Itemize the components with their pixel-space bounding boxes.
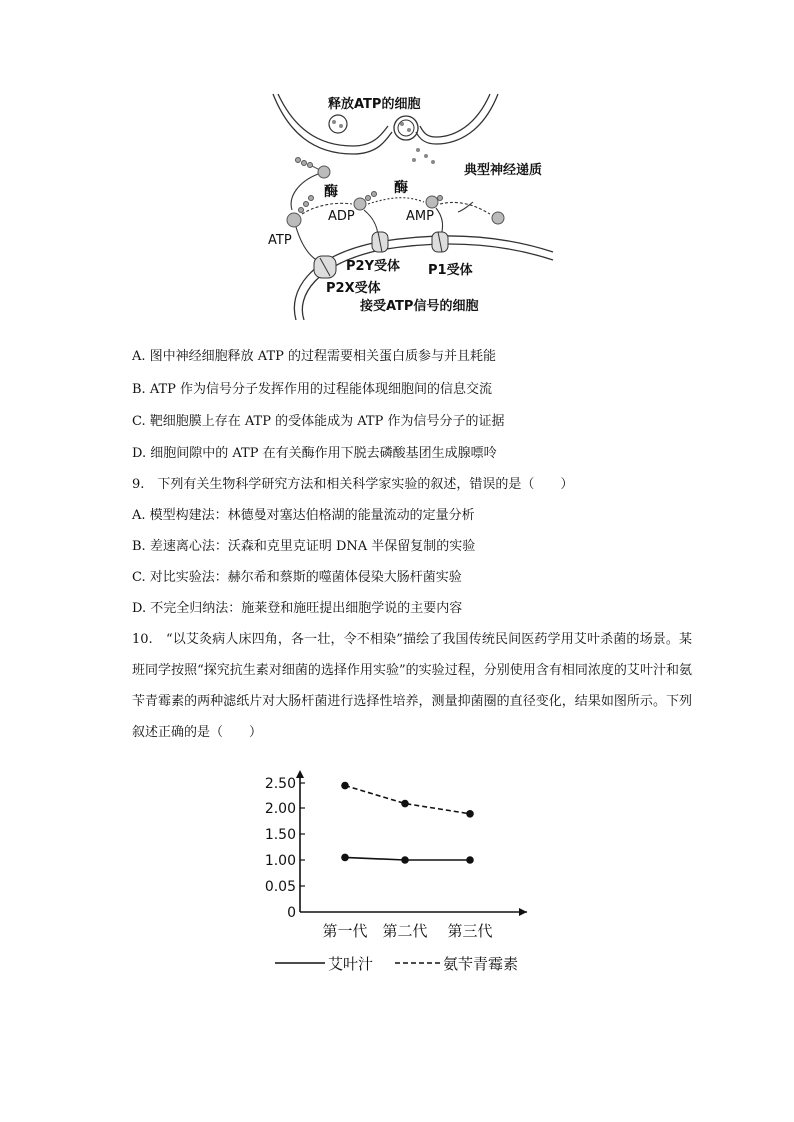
q8-option-b: B. ATP 作为信号分子发挥作用的过程能体现细胞间的信息交流	[132, 382, 493, 397]
q8-option-d: D. 细胞间隙中的 ATP 在有关酶作用下脱去磷酸基团生成腺嘌呤	[132, 446, 497, 461]
chart-series	[341, 782, 474, 864]
chart-legend	[275, 955, 518, 973]
receiving-cell-label: 接受ATP信号的细胞	[360, 299, 479, 314]
x-axis-arrow	[519, 908, 527, 916]
amp-label: AMP	[406, 209, 434, 224]
neurotransmitter-label: 典型神经递质	[464, 163, 543, 178]
data-point	[401, 800, 409, 808]
inhibition-zone-chart	[255, 770, 545, 985]
enzyme-label-1: 酶	[324, 184, 338, 200]
p2x-receptor-label: P2X受体	[326, 281, 381, 296]
q9-option-d: D. 不完全归纳法：施莱登和施旺提出细胞学说的主要内容	[132, 601, 463, 616]
atp-label: ATP	[268, 233, 292, 248]
data-point	[341, 782, 349, 790]
y-tick-label: 0.05	[264, 879, 296, 895]
data-point	[466, 810, 474, 818]
enzyme-label-2: 酶	[394, 180, 408, 196]
x-tick-label: 第三代	[447, 922, 493, 940]
atp-signal-diagram	[268, 92, 558, 320]
q9-option-a: A. 模型构建法：林德曼对塞达伯格湖的能量流动的定量分析	[132, 508, 475, 523]
y-axis-arrow	[296, 770, 304, 778]
chart-x-ticks	[322, 922, 492, 940]
legend-label: 氨苄青霉素	[443, 955, 519, 973]
y-tick-label: 0	[287, 905, 296, 921]
series-line	[345, 786, 470, 814]
y-tick-label: 1.00	[264, 853, 296, 869]
q10-stem: 10. “以艾灸病人床四角，各一壮，令不相染”描绘了我国传统民间医药学用艾叶杀菌的场景。某班同学按照“探究抗生素对细菌的选择作用实验”的实验过程，分别使用含有相同浓度的艾叶汁和氨苄青霉素的两种滤纸片对大肠杆菌进行选择性培养，测量抑菌圈的直径变化，结果如图所示。下列叙述正确的是（ ）	[132, 632, 692, 740]
chart-y-ticks	[265, 776, 305, 921]
chart-axes	[296, 770, 527, 916]
q9-stem: 9. 下列有关生物科学研究方法和相关科学家实验的叙述，错误的是（ ）	[132, 477, 574, 492]
releasing-cell-label: 释放ATP的细胞	[328, 97, 421, 112]
p1-receptor-label: P1受体	[428, 263, 473, 278]
y-tick-label: 1.50	[264, 827, 296, 843]
data-point	[401, 856, 409, 864]
q8-option-a: A. 图中神经细胞释放 ATP 的过程需要相关蛋白质参与并且耗能	[132, 349, 497, 364]
p2y-receptor-label: P2Y受体	[346, 259, 400, 274]
y-tick-label: 2.00	[264, 801, 296, 817]
data-point	[466, 856, 474, 864]
data-point	[341, 854, 349, 862]
adp-label: ADP	[328, 209, 355, 224]
q9-option-b: B. 差速离心法：沃森和克里克证明 DNA 半保留复制的实验	[132, 539, 476, 554]
legend-label: 艾叶汁	[328, 955, 374, 973]
q8-option-c: C. 靶细胞膜上存在 ATP 的受体能成为 ATP 作为信号分子的证据	[132, 414, 505, 429]
x-tick-label: 第一代	[322, 922, 368, 940]
q9-option-c: C. 对比实验法：赫尔希和蔡斯的噬菌体侵染大肠杆菌实验	[132, 570, 462, 585]
y-tick-label: 2.50	[264, 776, 296, 792]
x-tick-label: 第二代	[382, 922, 428, 940]
